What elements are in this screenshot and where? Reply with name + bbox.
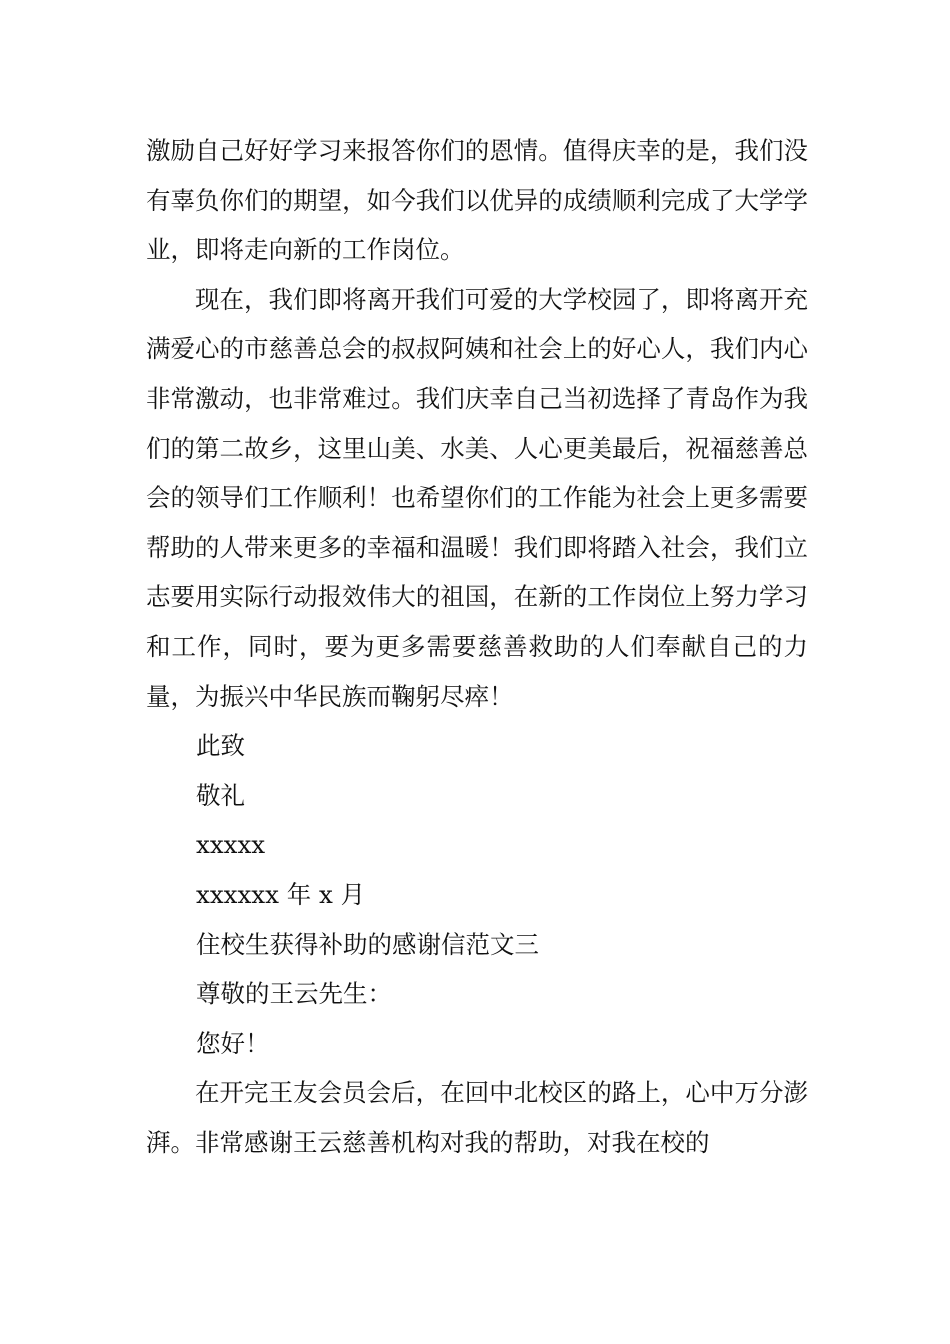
date-line: xxxxxx 年 x 月 — [196, 879, 366, 909]
closing-line: 此致 — [196, 731, 245, 761]
paragraph-final: 在开完王友会员会后，在回中北校区的路上，心中万分澎湃。非常感谢王云慈善机构对我的帮助，对我在校的 — [146, 1078, 808, 1157]
paragraph-main: 现在，我们即将离开我们可爱的大学校园了，即将离开充满爱心的市慈善总会的叔叔阿姨和社会上的好心人，我们内心非常激动，也非常难过。我们庆幸自己当初选择了青岛作为我们的第二故乡，这里山美、水美、人心更美最后，祝福慈善总会的领导们工作顺利！也希望你们的工作能为社会上更多需要帮助的人带来更多的幸福和温暖！我们即将踏入社会，我们立志要用实际行动报效伟大的祖国，在新的工作岗位上努力学习和工作，同时，要为更多需要慈善救助的人们奉献自己的力量，为振兴中华民族而鞠躬尽瘁！ — [146, 284, 808, 711]
hello-line: 您好！ — [196, 1028, 270, 1058]
section-title: 住校生获得补助的感谢信范文三 — [196, 929, 539, 959]
salute-line: 敬礼 — [196, 780, 245, 810]
paragraph-continuation: 激励自己好好学习来报答你们的恩情。值得庆幸的是，我们没有辜负你们的期望，如今我们以优异的成绩顺利完成了大学学业，即将走向新的工作岗位。 — [146, 136, 808, 265]
greeting-line: 尊敬的王云先生： — [196, 979, 392, 1009]
letter-body — [146, 126, 808, 1167]
signature: xxxxx — [196, 830, 266, 860]
